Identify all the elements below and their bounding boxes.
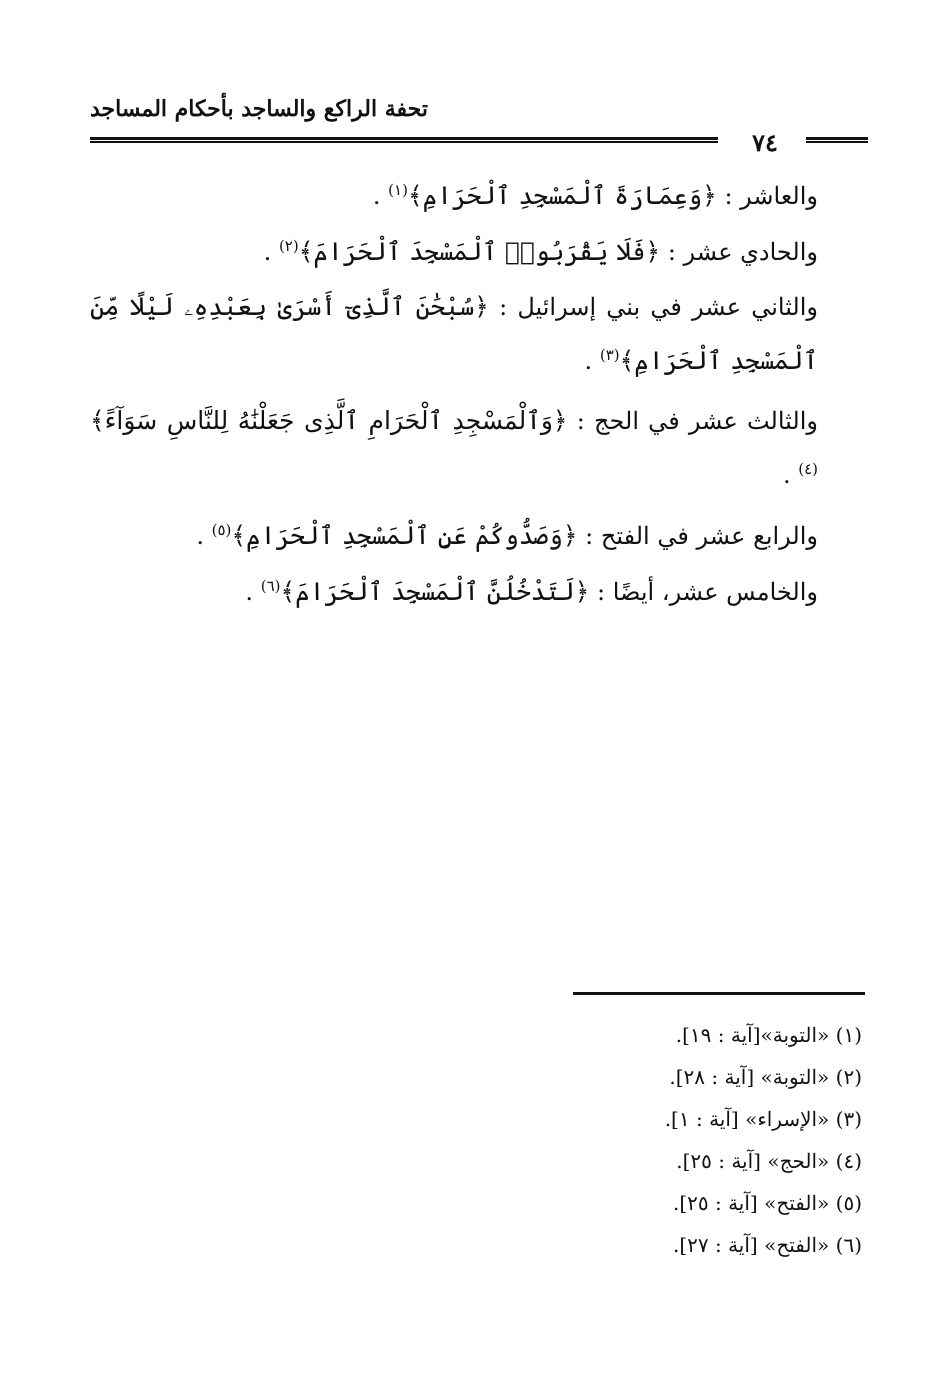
- footnote-marker: (٣): [599, 346, 620, 364]
- quran-verse: ﴿وَصَدُّوكُمْ عَنِ ٱلْمَسْجِدِ ٱلْحَرَامِ﴾: [231, 521, 578, 550]
- footnote-6: (٦) «الفتح» [آية : ٢٧].: [672, 1233, 862, 1257]
- footnote-separator: [573, 992, 865, 995]
- paragraph-14: [90, 508, 868, 564]
- main-text: [90, 168, 868, 620]
- running-header-title: تحفة الراكع والساجد بأحكام المساجد: [90, 96, 428, 122]
- paragraph-10: [90, 168, 868, 224]
- paragraph-end: .: [584, 347, 593, 375]
- paragraph-end: .: [245, 578, 254, 606]
- footnotes: [500, 1014, 862, 1266]
- paragraph-lead: والعاشر :: [724, 182, 818, 210]
- paragraph-lead: والرابع عشر في الفتح :: [585, 522, 818, 550]
- footnote-5: (٥) «الفتح» [آية : ٢٥].: [672, 1191, 862, 1215]
- footnote-3: (٣) «الإسراء» [آية : ١].: [664, 1107, 862, 1131]
- paragraph-15: [90, 564, 868, 620]
- paragraph-end: .: [782, 461, 791, 489]
- page-number: ٧٤: [752, 128, 778, 157]
- paragraph-lead: والثالث عشر في الحج :: [576, 407, 818, 435]
- header-rule-left: [90, 137, 718, 143]
- paragraph-lead: والحادي عشر :: [667, 238, 818, 266]
- header-rule-right: [806, 137, 868, 143]
- footnote-marker: (٢): [278, 237, 299, 255]
- paragraph-lead: والخامس عشر، أيضًا :: [597, 578, 818, 606]
- quran-verse: ﴿لَتَدْخُلُنَّ ٱلْمَسْجِدَ ٱلْحَرَامَ﴾: [280, 577, 590, 606]
- footnote-marker: (١): [388, 181, 408, 199]
- quran-verse: ﴿وَعِمَارَةَ ٱلْمَسْجِدِ ٱلْحَرَامِ﴾: [407, 181, 717, 210]
- paragraph-13: [90, 394, 868, 502]
- paragraph-12: [90, 280, 868, 388]
- footnote-marker: (٦): [260, 577, 281, 595]
- quran-verse: ﴿وَٱلْمَسْجِدِ ٱلْحَرَامِ ٱلَّذِى جَعَلْنَٰهُ لِلنَّاسِ سَوَآءً﴾: [90, 406, 568, 435]
- paragraph-end: .: [196, 522, 204, 550]
- paragraph-lead: والثاني عشر في بني إسرائيل :: [499, 293, 819, 321]
- footnote-marker: (٤): [798, 460, 818, 478]
- paragraph-end: .: [372, 182, 381, 210]
- paragraph-end: .: [263, 238, 272, 266]
- footnote-4: (٤) «الحج» [آية : ٢٥].: [676, 1149, 862, 1173]
- quran-verse: ﴿سُبْحَٰنَ ٱلَّذِىٓ أَسْرَىٰ بِعَبْدِهِۦ لَيْلًا مِّنَ ٱلْمَسْجِدِ ٱلْحَرَامِ﴾: [90, 292, 818, 375]
- footnote-marker: (٥): [211, 521, 232, 539]
- paragraph-11: [90, 224, 868, 280]
- footnote-1: (١) «التوبة»[آية : ١٩].: [675, 1023, 862, 1047]
- quran-verse: ﴿فَلَا يَقْرَبُوا۟ ٱلْمَسْجِدَ ٱلْحَرَامَ﴾: [298, 237, 661, 266]
- footnote-2: (٢) «التوبة» [آية : ٢٨].: [669, 1065, 862, 1089]
